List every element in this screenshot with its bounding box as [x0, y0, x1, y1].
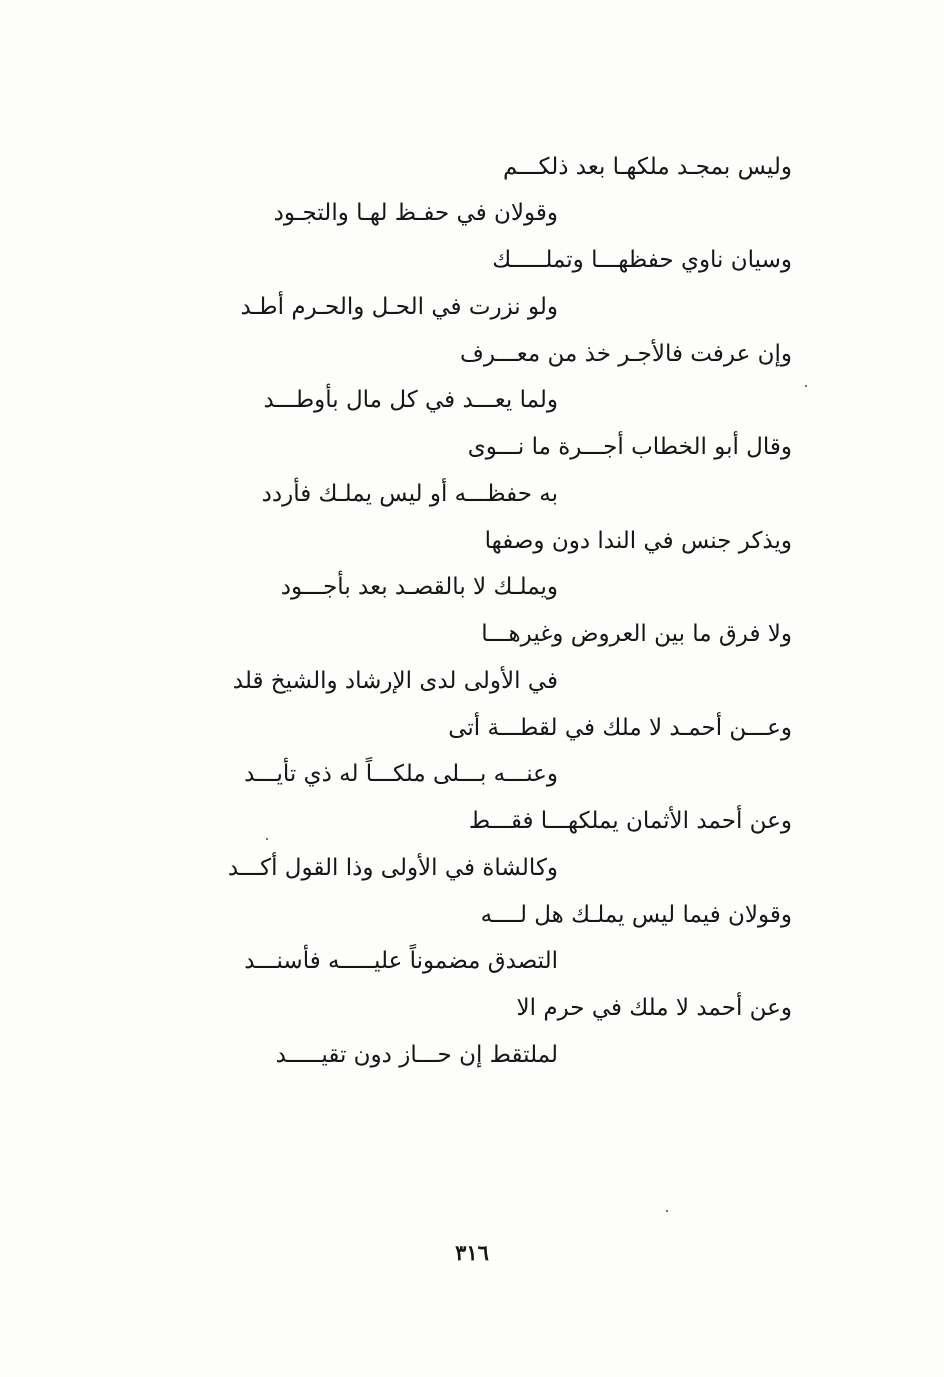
page-number: ٣١٦	[455, 1240, 489, 1265]
scan-speck	[805, 385, 807, 387]
verse-2-second-hemistich: ولو نزرت في الحـل والحـرم أطـد	[240, 294, 558, 320]
verse-2-first-hemistich: وسيان ناوي حفظهـــا وتملـــــك	[492, 247, 792, 273]
verse-9-second-hemistich: التصدق مضموناً عليـــــه فأسنـــد	[244, 948, 558, 974]
verse-10-second-hemistich: لملتقط إن حـــاز دون تقيـــــد	[275, 1042, 558, 1068]
verse-3-second-hemistich: ولما يعـــد في كل مال بأوطـــد	[263, 387, 558, 413]
verse-6-second-hemistich: في الأولى لدى الإرشاد والشيخ قلد	[232, 668, 558, 694]
verse-9-first-hemistich: وقولان فيما ليس يملـك هل لــــه	[480, 902, 792, 928]
verse-7-first-hemistich: وعـــن أحمـد لا ملك في لقطـــة أتى	[448, 715, 792, 741]
verse-10-first-hemistich: وعن أحمد لا ملك في حرم الا	[516, 995, 792, 1021]
verse-5-second-hemistich: ويملـك لا بالقصـد بعد بأجـــود	[280, 574, 558, 600]
verse-3-first-hemistich: وإن عرفت فالأجـر خذ من معـــرف	[460, 341, 792, 367]
scan-speck	[266, 838, 268, 840]
verse-5-first-hemistich: ويذكر جنس في الندا دون وصفها	[484, 528, 792, 554]
verse-1-second-hemistich: وقولان في حفـظ لهـا والتجـود	[273, 200, 558, 226]
verse-4-first-hemistich: وقال أبو الخطاب أجـــرة ما نـــوى	[467, 434, 792, 460]
verse-8-first-hemistich: وعن أحمد الأثمان يملكهـــا فقـــط	[468, 808, 792, 834]
verse-7-second-hemistich: وعنـــه بـــلى ملكـــاً له ذي تأيـــد	[244, 761, 558, 787]
verse-4-second-hemistich: به حفظـــه أو ليس يملـك فأردد	[261, 481, 558, 507]
verse-8-second-hemistich: وكالشاة في الأولى وذا القول أكـــد	[227, 855, 558, 881]
scan-speck	[666, 1210, 668, 1212]
verse-1-first-hemistich: وليس بمجـد ملكهـا بعد ذلكـــم	[502, 154, 792, 180]
verse-6-first-hemistich: ولا فرق ما بين العروض وغيرهـــا	[481, 621, 792, 647]
